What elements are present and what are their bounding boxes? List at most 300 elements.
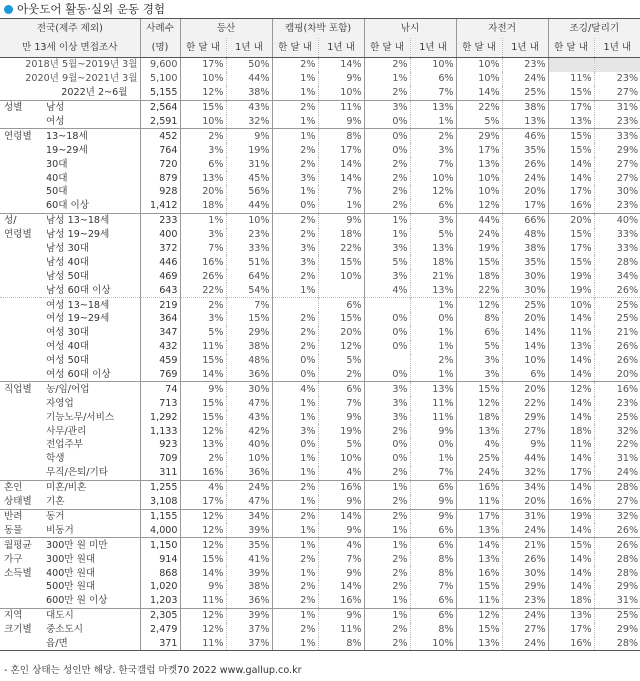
row-sample-size: 311	[140, 466, 180, 480]
row-value: 11%	[410, 410, 456, 424]
row-value: 2%	[364, 495, 410, 509]
header-period: 1년 내	[226, 38, 272, 58]
row-value: 3%	[410, 213, 456, 227]
row-value: 6%	[318, 298, 364, 312]
row-category	[0, 298, 40, 312]
row-value: 0%	[364, 312, 410, 326]
row-label: 남성 30대	[46, 243, 90, 255]
row-category	[0, 580, 40, 594]
row-value: 1%	[272, 185, 318, 199]
row-value	[548, 58, 594, 72]
row-sample-size: 9,600	[140, 58, 180, 72]
row-label: 농/임/어업	[40, 382, 140, 396]
row-value: 14%	[548, 552, 594, 566]
row-sample-size: 219	[140, 298, 180, 312]
row-value: 7%	[318, 185, 364, 199]
table-row	[0, 255, 640, 269]
table-row	[0, 438, 640, 452]
row-value: 20%	[318, 326, 364, 340]
row-label: 600만 원 이상	[46, 595, 108, 607]
row-value: 2%	[318, 368, 364, 382]
row-value: 17%	[456, 509, 502, 523]
row-value: 33%	[594, 129, 640, 143]
row-value: 14%	[548, 523, 594, 537]
row-value: 2%	[364, 58, 410, 72]
row-value: 15%	[456, 623, 502, 637]
row-value: 14%	[548, 157, 594, 171]
row-value: 2%	[272, 58, 318, 72]
header-period: 한 달 내	[364, 38, 410, 58]
header-activity-camping: 캠핑(차박 포함)	[272, 19, 364, 39]
table-row	[0, 410, 640, 424]
row-value: 26%	[594, 283, 640, 297]
row-value: 2%	[272, 580, 318, 594]
row-value: 22%	[456, 100, 502, 114]
row-value: 9%	[180, 382, 226, 396]
row-value: 5%	[456, 115, 502, 129]
row-value: 29%	[502, 410, 548, 424]
row-label: 전업주부	[46, 439, 84, 451]
row-value: 13%	[456, 637, 502, 651]
header-activity-cycling: 자전거	[456, 19, 548, 39]
row-value: 9%	[502, 438, 548, 452]
header-period: 한 달 내	[272, 38, 318, 58]
row-value: 30%	[502, 283, 548, 297]
row-value: 26%	[594, 523, 640, 537]
row-value: 0%	[410, 312, 456, 326]
footnote: - 혼인 상태는 성인만 해당. 한국갤럽 마켓70 2022 www.gallup.co.kr	[4, 665, 302, 676]
row-value: 13%	[410, 242, 456, 256]
row-value: 25%	[594, 410, 640, 424]
header-sample: 사례수	[140, 19, 180, 39]
table-row	[0, 312, 640, 326]
row-value: 9%	[410, 424, 456, 438]
row-category	[0, 157, 40, 171]
row-value: 41%	[226, 552, 272, 566]
row-value: 2%	[272, 594, 318, 608]
row-value: 15%	[456, 580, 502, 594]
row-category: 연령별	[4, 229, 32, 241]
row-value: 5%	[364, 255, 410, 269]
row-value: 6%	[410, 199, 456, 213]
row-value: 16%	[456, 480, 502, 494]
row-value: 26%	[594, 340, 640, 354]
row-sample-size: 233	[140, 213, 180, 227]
row-value: 15%	[548, 129, 594, 143]
row-value: 3%	[364, 410, 410, 424]
row-value: 6%	[318, 382, 364, 396]
table-row	[0, 185, 640, 199]
row-value: 36%	[226, 594, 272, 608]
row-value: 3%	[456, 368, 502, 382]
row-value: 12%	[456, 199, 502, 213]
table-row	[0, 100, 640, 114]
row-value: 10%	[410, 637, 456, 651]
row-value: 3%	[456, 354, 502, 368]
row-value: 15%	[180, 552, 226, 566]
row-value: 56%	[226, 185, 272, 199]
row-value: 15%	[180, 410, 226, 424]
row-value: 22%	[502, 396, 548, 410]
row-value: 7%	[410, 466, 456, 480]
row-sample-size: 446	[140, 255, 180, 269]
row-category	[0, 326, 40, 340]
row-sample-size: 4,000	[140, 523, 180, 537]
row-value: 36%	[226, 368, 272, 382]
row-value: 11%	[456, 594, 502, 608]
row-label: 남성 13~18세	[40, 213, 140, 227]
row-category: 크기별	[4, 624, 32, 636]
header-row-activities	[0, 19, 640, 39]
row-value: 29%	[594, 143, 640, 157]
row-value: 12%	[410, 185, 456, 199]
row-value: 1%	[272, 466, 318, 480]
row-value: 26%	[594, 354, 640, 368]
row-sample-size: 452	[140, 129, 180, 143]
row-value: 28%	[594, 566, 640, 580]
row-value: 2%	[180, 298, 226, 312]
survey-table	[0, 18, 640, 651]
row-value: 1%	[272, 283, 318, 297]
row-value: 1%	[272, 410, 318, 424]
row-value: 30%	[226, 382, 272, 396]
row-value: 14%	[548, 368, 594, 382]
row-value: 13%	[502, 115, 548, 129]
header-sample-unit: (명)	[140, 38, 180, 58]
row-value: 8%	[456, 312, 502, 326]
row-value: 35%	[502, 255, 548, 269]
row-label: 13~18세	[40, 129, 140, 143]
row-value: 10%	[502, 354, 548, 368]
row-category	[0, 171, 40, 185]
row-value: 12%	[456, 396, 502, 410]
row-value: 0%	[364, 368, 410, 382]
row-value: 3%	[364, 100, 410, 114]
row-value: 14%	[318, 58, 364, 72]
row-value: 9%	[226, 129, 272, 143]
row-value: 24%	[456, 466, 502, 480]
row-sample-size: 868	[140, 566, 180, 580]
row-value: 5%	[410, 228, 456, 242]
row-value: 9%	[318, 566, 364, 580]
row-label: 300만 원 미만	[40, 538, 140, 552]
row-value: 2%	[364, 199, 410, 213]
row-value: 17%	[548, 185, 594, 199]
row-category: 연령별	[0, 129, 40, 143]
row-value: 8%	[410, 552, 456, 566]
row-value: 21%	[410, 269, 456, 283]
table-row	[0, 452, 640, 466]
row-label: 기능노무/서비스	[46, 411, 115, 423]
row-value: 44%	[226, 199, 272, 213]
row-value: 22%	[318, 242, 364, 256]
row-value: 10%	[318, 452, 364, 466]
table-body	[0, 58, 640, 651]
row-value: 27%	[594, 86, 640, 100]
row-value: 11%	[410, 396, 456, 410]
row-value: 2%	[272, 312, 318, 326]
table-row	[0, 509, 640, 523]
row-category: 성/	[0, 213, 40, 227]
row-value: 44%	[226, 72, 272, 86]
row-value: 32%	[226, 115, 272, 129]
row-value: 38%	[226, 580, 272, 594]
row-value: 27%	[594, 495, 640, 509]
row-value: 38%	[226, 340, 272, 354]
row-value	[594, 58, 640, 72]
row-value: 19%	[226, 143, 272, 157]
row-value: 40%	[594, 213, 640, 227]
row-value: 19%	[548, 269, 594, 283]
row-value: 14%	[548, 410, 594, 424]
row-value: 12%	[180, 538, 226, 552]
bullet-dot-icon	[4, 5, 13, 14]
row-value: 8%	[318, 637, 364, 651]
table-row	[0, 326, 640, 340]
row-sample-size: 1,133	[140, 424, 180, 438]
row-label: 여성 19~29세	[46, 313, 110, 325]
row-value: 25%	[502, 86, 548, 100]
row-value: 13%	[456, 424, 502, 438]
row-value: 3%	[180, 228, 226, 242]
row-value: 7%	[318, 552, 364, 566]
row-value: 11%	[548, 326, 594, 340]
row-label: 40대	[46, 172, 68, 184]
row-category	[0, 594, 40, 608]
row-value: 2%	[410, 129, 456, 143]
row-value: 24%	[594, 466, 640, 480]
row-label: 여성 30대	[46, 327, 90, 339]
row-label: 비동거	[46, 524, 74, 536]
row-label: 300만 원대	[46, 553, 96, 565]
row-value: 1%	[410, 452, 456, 466]
row-value: 10%	[410, 58, 456, 72]
row-value: 1%	[318, 199, 364, 213]
row-category	[0, 269, 40, 283]
row-value: 15%	[548, 143, 594, 157]
row-value: 46%	[502, 129, 548, 143]
row-value: 2%	[364, 185, 410, 199]
table-row	[0, 283, 640, 297]
row-value: 42%	[226, 424, 272, 438]
row-value	[272, 298, 318, 312]
page-title-text: 아웃도어 활동·실외 운동 경험	[17, 2, 165, 16]
row-label: 기혼	[46, 496, 65, 508]
row-value: 26%	[594, 538, 640, 552]
table-row	[0, 143, 640, 157]
row-sample-size: 879	[140, 171, 180, 185]
row-value: 33%	[594, 242, 640, 256]
row-value: 1%	[364, 480, 410, 494]
row-value: 33%	[594, 228, 640, 242]
row-value: 17%	[180, 58, 226, 72]
row-value: 4%	[180, 480, 226, 494]
row-value: 2%	[272, 552, 318, 566]
row-value: 8%	[410, 623, 456, 637]
row-value: 14%	[548, 396, 594, 410]
row-value: 9%	[318, 608, 364, 622]
row-value: 32%	[594, 424, 640, 438]
row-value: 15%	[226, 312, 272, 326]
row-value: 10%	[226, 452, 272, 466]
row-label: 400만 원대	[46, 567, 96, 579]
row-value: 13%	[548, 115, 594, 129]
row-value: 33%	[226, 242, 272, 256]
row-sample-size: 432	[140, 340, 180, 354]
row-value: 2%	[410, 354, 456, 368]
row-label: 30대	[46, 158, 68, 170]
row-value: 15%	[548, 86, 594, 100]
row-value: 10%	[318, 86, 364, 100]
row-label: 미혼/비혼	[40, 480, 140, 494]
row-category	[0, 143, 40, 157]
table-row	[0, 580, 640, 594]
row-sample-size: 769	[140, 368, 180, 382]
row-value: 24%	[502, 637, 548, 651]
row-sample-size: 5,155	[140, 86, 180, 100]
header-activity-jogging: 조깅/달리기	[548, 19, 640, 39]
row-value: 38%	[226, 86, 272, 100]
table-row	[0, 340, 640, 354]
row-value: 4%	[318, 466, 364, 480]
row-category	[0, 199, 40, 213]
row-value: 32%	[502, 466, 548, 480]
row-value: 13%	[410, 283, 456, 297]
row-category	[0, 452, 40, 466]
row-value: 9%	[318, 410, 364, 424]
row-value: 19%	[456, 242, 502, 256]
row-value: 28%	[594, 637, 640, 651]
row-value: 18%	[456, 269, 502, 283]
row-value: 5%	[180, 326, 226, 340]
row-value: 19%	[318, 424, 364, 438]
row-value: 2%	[364, 171, 410, 185]
row-value: 10%	[180, 115, 226, 129]
row-sample-size: 5,100	[140, 72, 180, 86]
row-value: 64%	[226, 269, 272, 283]
row-value: 1%	[272, 396, 318, 410]
row-value: 10%	[456, 171, 502, 185]
row-label: 남성 19~29세	[46, 229, 110, 241]
row-value: 10%	[180, 72, 226, 86]
row-value: 12%	[456, 608, 502, 622]
row-category: 지역	[0, 608, 40, 622]
row-total-label: 2022년 2~6월	[61, 87, 128, 99]
row-category	[0, 438, 40, 452]
row-value: 1%	[272, 129, 318, 143]
row-value: 24%	[502, 171, 548, 185]
row-sample-size: 469	[140, 269, 180, 283]
row-label: 500만 원대	[46, 581, 96, 593]
row-category	[0, 637, 40, 651]
row-sample-size: 1,203	[140, 594, 180, 608]
row-value: 14%	[548, 480, 594, 494]
row-value: 12%	[318, 340, 364, 354]
row-category	[0, 466, 40, 480]
table-row	[0, 466, 640, 480]
row-value: 6%	[180, 157, 226, 171]
row-value: 15%	[180, 100, 226, 114]
table-row	[0, 129, 640, 143]
row-value: 66%	[502, 213, 548, 227]
row-value: 6%	[410, 608, 456, 622]
row-value: 9%	[318, 523, 364, 537]
row-value: 23%	[594, 72, 640, 86]
row-value: 2%	[272, 213, 318, 227]
row-category: 반려	[0, 509, 40, 523]
header-row-periods	[0, 38, 640, 58]
row-value: 1%	[364, 228, 410, 242]
row-value: 13%	[456, 552, 502, 566]
row-value: 29%	[502, 580, 548, 594]
row-value: 10%	[548, 298, 594, 312]
row-value: 18%	[180, 199, 226, 213]
row-value: 3%	[180, 312, 226, 326]
row-value: 28%	[594, 480, 640, 494]
row-value: 1%	[410, 326, 456, 340]
row-value: 19%	[548, 509, 594, 523]
row-value: 8%	[318, 129, 364, 143]
row-value: 3%	[272, 255, 318, 269]
row-label: 여성 50대	[46, 355, 90, 367]
row-value: 1%	[272, 452, 318, 466]
row-value: 2%	[272, 480, 318, 494]
row-value: 12%	[180, 424, 226, 438]
row-value: 31%	[594, 452, 640, 466]
row-value: 23%	[594, 115, 640, 129]
row-sample-size: 1,020	[140, 580, 180, 594]
row-value: 13%	[548, 608, 594, 622]
row-sample-size: 709	[140, 452, 180, 466]
table-row	[0, 354, 640, 368]
row-sample-size: 1,292	[140, 410, 180, 424]
row-value: 54%	[226, 283, 272, 297]
row-value: 22%	[456, 283, 502, 297]
row-value: 18%	[548, 424, 594, 438]
table-row	[0, 199, 640, 213]
row-sample-size: 74	[140, 382, 180, 396]
row-value	[364, 298, 410, 312]
row-value: 2%	[364, 552, 410, 566]
row-label: 남성 50대	[46, 270, 90, 282]
row-value: 16%	[456, 566, 502, 580]
row-value: 16%	[548, 637, 594, 651]
row-value: 20%	[502, 382, 548, 396]
row-value: 3%	[364, 382, 410, 396]
row-value: 1%	[410, 115, 456, 129]
row-value: 2%	[364, 623, 410, 637]
row-value: 11%	[548, 72, 594, 86]
row-value: 26%	[502, 552, 548, 566]
row-sample-size: 371	[140, 637, 180, 651]
row-value: 5%	[456, 340, 502, 354]
row-value: 15%	[548, 228, 594, 242]
row-value: 11%	[180, 340, 226, 354]
header-period: 1년 내	[502, 38, 548, 58]
row-value: 51%	[226, 255, 272, 269]
row-value: 1%	[180, 213, 226, 227]
row-category: 상태별	[4, 496, 32, 508]
row-value: 9%	[318, 115, 364, 129]
row-value: 14%	[548, 452, 594, 466]
row-label: 사무/관리	[46, 425, 87, 437]
row-value: 2%	[364, 580, 410, 594]
row-value: 26%	[180, 269, 226, 283]
row-value: 37%	[226, 623, 272, 637]
row-value: 16%	[180, 255, 226, 269]
table-row	[0, 269, 640, 283]
row-category: 월평균	[0, 538, 40, 552]
